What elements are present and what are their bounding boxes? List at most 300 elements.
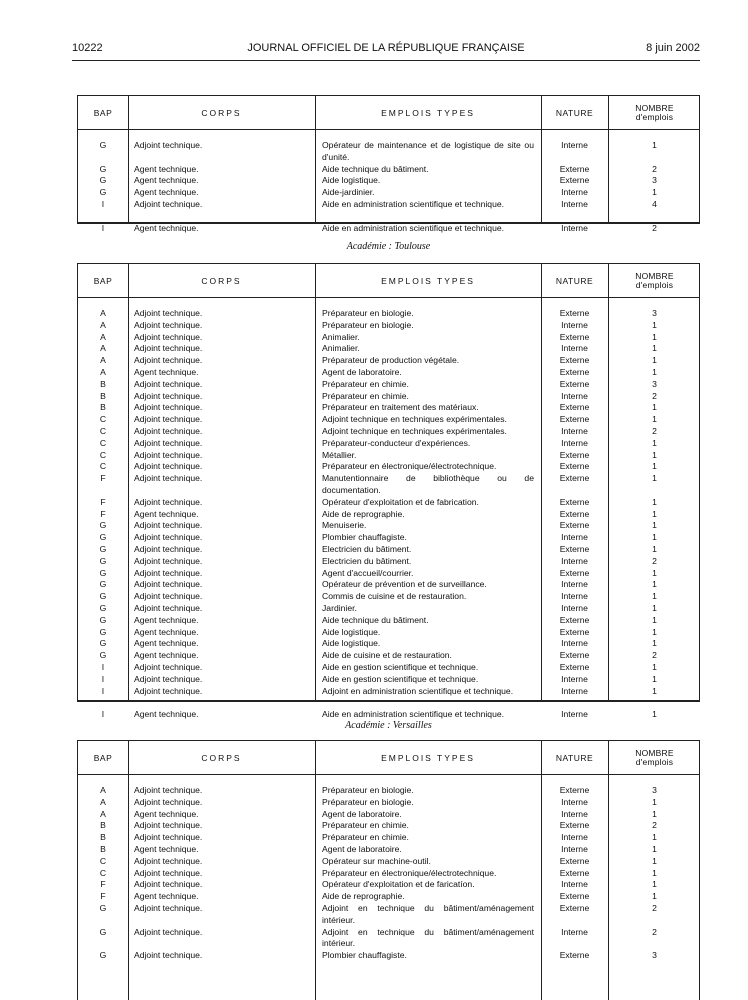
emploi-type-cell: Préparateur en biologie. [322, 796, 414, 807]
nombre-cell: 1 [652, 437, 657, 448]
emploi-type-cell: Métallier. [322, 449, 357, 460]
table-row [78, 379, 699, 391]
bap-cell: G [99, 520, 107, 531]
bap-cell: F [100, 879, 106, 890]
nombre-cell: 1 [652, 520, 657, 531]
nombre-cell: 1 [652, 319, 657, 330]
emploi-type-cell: Aide en gestion scientifique et technique. [322, 661, 479, 672]
table-row [78, 544, 699, 556]
corps-cell: Adjoint technique. [134, 414, 203, 425]
corps-cell: Adjoint technique. [134, 437, 203, 448]
table-row [78, 391, 699, 403]
bap-cell: G [99, 555, 107, 566]
nombre-cell: 1 [652, 473, 657, 484]
emploi-type-cell: Aide logistique. [322, 175, 381, 186]
corps-cell: Adjoint technique. [134, 785, 203, 795]
bap-cell: G [99, 187, 107, 198]
corps-cell: Adjoint technique. [134, 496, 203, 507]
corps-cell: Agent technique. [134, 891, 199, 902]
table-row [78, 856, 699, 868]
table-row [78, 556, 699, 568]
nature-cell: Externe [559, 661, 590, 672]
emploi-type-cell: Opérateur d'exploitation et de fabrication. [322, 496, 479, 507]
nature-cell: Externe [559, 614, 590, 625]
header-nombre: NOMBRE d'emplois [635, 270, 674, 290]
emploi-type-cell: Opérateur d'exploitation et de faricatíon. [322, 879, 475, 890]
table-row [78, 603, 699, 615]
emploi-type-cell: Préparateur en biologie. [322, 785, 414, 795]
journal-title: JOURNAL OFFICIEL DE LA RÉPUBLIQUE FRANÇAISE [247, 42, 525, 54]
corps-cell: Adjoint technique. [134, 855, 203, 866]
nature-cell: Externe [559, 175, 590, 186]
emploi-type-cell: Manutentionnaire de bibliothèque ou de documentation. [322, 473, 534, 495]
emploi-type-cell: Aide en administration scientifique et technique. [322, 222, 505, 233]
emploi-type-cell: Préparateur en chimie. [322, 832, 409, 843]
corps-cell: Adjoint technique. [134, 685, 203, 696]
corps-cell: Adjoint technique. [134, 343, 203, 354]
header-corps: CORPS [201, 752, 242, 763]
page-number: 10222 [72, 42, 103, 54]
nombre-cell: 1 [652, 567, 657, 578]
table-row [78, 509, 699, 521]
nature-cell: Interne [561, 796, 588, 807]
bap-cell: G [99, 614, 107, 625]
bap-cell: G [99, 650, 107, 661]
nature-cell: Externe [559, 473, 590, 484]
nombre-cell: 1 [652, 614, 657, 625]
table-body [78, 140, 699, 246]
emploi-type-cell: Aide technique du bâtiment. [322, 614, 429, 625]
corps-cell: Adjoint technique. [134, 796, 203, 807]
corps-cell: Agent technique. [134, 650, 199, 661]
nature-cell: Externe [559, 902, 590, 913]
corps-cell: Adjoint technique. [134, 926, 203, 937]
bap-cell: A [100, 808, 106, 819]
emploi-type-cell: Aide en gestion scientifique et technique. [322, 673, 479, 684]
bap-cell: A [100, 308, 106, 318]
header-corps: CORPS [201, 275, 242, 286]
corps-cell: Adjoint technique. [134, 390, 203, 401]
employment-table-versailles [77, 740, 700, 1000]
table-row [78, 473, 699, 497]
nature-cell: Interne [561, 926, 588, 937]
table-header [78, 264, 699, 298]
nombre-cell: 4 [652, 198, 657, 209]
emploi-type-cell: Aide en administration scientifique et technique. [322, 709, 505, 720]
corps-cell: Adjoint technique. [134, 673, 203, 684]
bap-cell: G [99, 163, 107, 174]
table-row [78, 355, 699, 367]
header-nature: NATURE [555, 752, 594, 763]
bap-cell: C [99, 461, 107, 472]
corps-cell: Adjoint technique. [134, 579, 203, 590]
corps-cell: Adjoint technique. [134, 473, 203, 484]
corps-cell: Agent technique. [134, 808, 199, 819]
bap-cell: C [99, 414, 107, 425]
corps-cell: Adjoint technique. [134, 425, 203, 436]
nature-cell: Externe [559, 950, 590, 961]
nombre-cell: 1 [652, 532, 657, 543]
table-row [78, 662, 699, 674]
table-row [78, 414, 699, 426]
bap-cell: G [99, 532, 107, 543]
bap-cell: A [100, 355, 106, 366]
corps-cell: Adjoint technique. [134, 308, 203, 318]
table-row [78, 497, 699, 509]
nature-cell: Externe [559, 820, 590, 831]
table-row [78, 686, 699, 710]
nature-cell: Interne [561, 638, 588, 649]
emploi-type-cell: Opérateur de maintenance et de logistique de site ou d'unité. [322, 140, 534, 162]
corps-cell: Adjoint technique. [134, 820, 203, 831]
emploi-type-cell: Préparateur en biologie. [322, 319, 414, 330]
bap-cell: B [100, 378, 106, 389]
nature-cell: Externe [559, 461, 590, 472]
nombre-cell: 1 [652, 832, 657, 843]
nature-cell: Interne [561, 591, 588, 602]
nombre-cell: 3 [652, 378, 657, 389]
table-row [78, 343, 699, 355]
emploi-type-cell: Adjoint en administration scientifique et technique. [322, 685, 514, 696]
table-row [78, 187, 699, 199]
bap-cell: I [101, 198, 105, 209]
bap-cell: C [99, 867, 107, 878]
nature-cell: Interne [561, 187, 588, 198]
emploi-type-cell: Electricien du bâtiment. [322, 555, 412, 566]
table-row [78, 367, 699, 379]
emploi-type-cell: Plombier chauffagiste. [322, 532, 407, 543]
nombre-cell: 1 [652, 843, 657, 854]
corps-cell: Adjoint technique. [134, 602, 203, 613]
nombre-cell: 2 [652, 926, 657, 937]
nature-cell: Interne [561, 140, 588, 150]
nature-cell: Externe [559, 402, 590, 413]
corps-cell: Agent technique. [134, 175, 199, 186]
nature-cell: Interne [561, 709, 588, 720]
nature-cell: Interne [561, 555, 588, 566]
emploi-type-cell: Adjoint technique en techniques expérimentales. [322, 414, 507, 425]
nature-cell: Interne [561, 319, 588, 330]
nombre-cell: 2 [652, 425, 657, 436]
header-nature: NATURE [555, 107, 594, 118]
header-emplois-types: EMPLOIS TYPES [381, 107, 475, 118]
table-row [78, 868, 699, 880]
bap-cell: G [99, 926, 107, 937]
nombre-cell: 1 [652, 543, 657, 554]
bap-cell: B [100, 843, 106, 854]
header-nature: NATURE [555, 275, 594, 286]
nature-cell: Externe [559, 331, 590, 342]
nature-cell: Externe [559, 378, 590, 389]
emploi-type-cell: Préparateur en électronique/électrotechnique. [322, 867, 497, 878]
emploi-type-cell: Préparateur en chimie. [322, 378, 409, 389]
table-row [78, 891, 699, 903]
nombre-cell: 1 [652, 331, 657, 342]
emploi-type-cell: Aide de cuisine et de restauration. [322, 650, 452, 661]
nombre-cell: 1 [652, 461, 657, 472]
nature-cell: Interne [561, 437, 588, 448]
section-title-versailles: Académie : Versailles [345, 720, 432, 731]
nature-cell: Externe [559, 626, 590, 637]
emploi-type-cell: Préparateur en chimie. [322, 820, 409, 831]
bap-cell: F [100, 891, 106, 902]
bap-cell: F [100, 473, 106, 484]
emploi-type-cell: Aide technique du bâtiment. [322, 163, 429, 174]
table-row [78, 797, 699, 809]
table-row [78, 520, 699, 532]
bap-cell: C [99, 449, 107, 460]
corps-cell: Adjoint technique. [134, 331, 203, 342]
bap-cell: B [100, 832, 106, 843]
table-row [78, 903, 699, 927]
corps-cell: Adjoint technique. [134, 461, 203, 472]
nature-cell: Externe [559, 891, 590, 902]
nature-cell: Interne [561, 343, 588, 354]
table-row [78, 438, 699, 450]
header-bap: BAP [93, 275, 113, 286]
header-nombre: NOMBRE d'emplois [635, 747, 674, 767]
bap-cell: C [99, 437, 107, 448]
nature-cell: Interne [561, 808, 588, 819]
emploi-type-cell: Préparateur de production végétale. [322, 355, 460, 366]
nombre-cell: 1 [652, 140, 657, 150]
emploi-type-cell: Commis de cuisine et de restauration. [322, 591, 467, 602]
bap-cell: A [100, 785, 106, 795]
nombre-cell: 1 [652, 449, 657, 460]
nombre-cell: 3 [652, 785, 657, 795]
emploi-type-cell: Agent de laboratoire. [322, 843, 402, 854]
table-row [78, 809, 699, 821]
corps-cell: Adjoint technique. [134, 378, 203, 389]
corps-cell: Agent technique. [134, 626, 199, 637]
emploi-type-cell: Aide logistique. [322, 638, 381, 649]
corps-cell: Adjoint technique. [134, 591, 203, 602]
corps-cell: Adjoint technique. [134, 532, 203, 543]
header-rule [72, 60, 700, 61]
nombre-cell: 1 [652, 414, 657, 425]
nature-cell: Interne [561, 832, 588, 843]
table-header [78, 741, 699, 775]
nature-cell: Externe [559, 520, 590, 531]
nombre-cell: 1 [652, 638, 657, 649]
nature-cell: Externe [559, 508, 590, 519]
publication-date: 8 juin 2002 [646, 42, 700, 54]
table-row [78, 844, 699, 856]
table-row [78, 820, 699, 832]
table-row [78, 927, 699, 951]
corps-cell: Agent technique. [134, 614, 199, 625]
nature-cell: Externe [559, 449, 590, 460]
bap-cell: G [99, 638, 107, 649]
bap-cell: B [100, 820, 106, 831]
nature-cell: Externe [559, 567, 590, 578]
emploi-type-cell: Adjoint technique en techniques expérimentales. [322, 425, 507, 436]
bap-cell: G [99, 579, 107, 590]
table-body [78, 308, 699, 733]
nombre-cell: 1 [652, 891, 657, 902]
corps-cell: Adjoint technique. [134, 355, 203, 366]
bap-cell: I [101, 673, 105, 684]
nombre-cell: 1 [652, 402, 657, 413]
nature-cell: Externe [559, 785, 590, 795]
nombre-cell: 1 [652, 579, 657, 590]
bap-cell: A [100, 331, 106, 342]
bap-cell: B [100, 390, 106, 401]
emploi-type-cell: Electricien du bâtiment. [322, 543, 412, 554]
nombre-cell: 1 [652, 709, 657, 720]
nombre-cell: 1 [652, 496, 657, 507]
bap-cell: G [99, 140, 107, 150]
emploi-type-cell: Agent d'accueil/courrier. [322, 567, 414, 578]
nombre-cell: 2 [652, 222, 657, 233]
emploi-type-cell: Aide-jardinier. [322, 187, 375, 198]
corps-cell: Agent technique. [134, 638, 199, 649]
bap-cell: G [99, 567, 107, 578]
nombre-cell: 1 [652, 343, 657, 354]
corps-cell: Adjoint technique. [134, 555, 203, 566]
emploi-type-cell: Aide de reprographie. [322, 891, 405, 902]
corps-cell: Adjoint technique. [134, 902, 203, 913]
bap-cell: I [101, 709, 105, 720]
table-row [78, 568, 699, 580]
table-row [78, 332, 699, 344]
nature-cell: Interne [561, 425, 588, 436]
corps-cell: Adjoint technique. [134, 198, 203, 209]
bap-cell: G [99, 902, 107, 913]
nature-cell: Externe [559, 496, 590, 507]
header-nombre: NOMBRE d'emplois [635, 102, 674, 122]
nature-cell: Interne [561, 685, 588, 696]
table-row [78, 638, 699, 650]
header-emplois-types: EMPLOIS TYPES [381, 752, 475, 763]
nombre-cell: 1 [652, 187, 657, 198]
nombre-cell: 2 [652, 650, 657, 661]
nombre-cell: 1 [652, 673, 657, 684]
nature-cell: Interne [561, 198, 588, 209]
table-row [78, 450, 699, 462]
corps-cell: Agent technique. [134, 222, 199, 233]
emploi-type-cell: Opérateur sur machine-outil. [322, 855, 431, 866]
emploi-type-cell: Adjoint en technique du bâtiment/aménagement intérieur. [322, 926, 534, 949]
nature-cell: Interne [561, 532, 588, 543]
nombre-cell: 1 [652, 685, 657, 696]
corps-cell: Adjoint technique. [134, 661, 203, 672]
nature-cell: Externe [559, 355, 590, 366]
nombre-cell: 1 [652, 796, 657, 807]
emploi-type-cell: Préparateur en traitement des matériaux. [322, 402, 479, 413]
emploi-type-cell: Plombier chauffagiste. [322, 950, 407, 961]
emploi-type-cell: Préparateur en biologie. [322, 308, 414, 318]
bap-cell: G [99, 626, 107, 637]
nature-cell: Interne [561, 602, 588, 613]
header-corps: CORPS [201, 107, 242, 118]
nature-cell: Interne [561, 843, 588, 854]
nombre-cell: 2 [652, 902, 657, 913]
employment-table-continued [77, 95, 700, 233]
nombre-cell: 1 [652, 591, 657, 602]
emploi-type-cell: Animalier. [322, 343, 360, 354]
table-row [78, 591, 699, 603]
nombre-cell: 2 [652, 390, 657, 401]
bap-cell: G [99, 950, 107, 961]
bap-cell: G [99, 591, 107, 602]
bap-cell: C [99, 855, 107, 866]
emploi-type-cell: Préparateur en électronique/électrotechnique. [322, 461, 497, 472]
nombre-cell: 2 [652, 555, 657, 566]
nature-cell: Interne [561, 879, 588, 890]
bap-cell: I [101, 222, 105, 233]
table-row [78, 175, 699, 187]
corps-cell: Adjoint technique. [134, 140, 203, 150]
nature-cell: Interne [561, 579, 588, 590]
nature-cell: Externe [559, 855, 590, 866]
table-row [78, 199, 699, 223]
emploi-type-cell: Préparateur-conducteur d'expériences. [322, 437, 471, 448]
bap-cell: C [99, 425, 107, 436]
nature-cell: Interne [561, 673, 588, 684]
bap-cell: G [99, 175, 107, 186]
emploi-type-cell: Agent de laboratoire. [322, 366, 402, 377]
emploi-type-cell: Adjoint en technique du bâtiment/aménagement intérieur. [322, 902, 534, 925]
nombre-cell: 3 [652, 308, 657, 318]
table-row [78, 461, 699, 473]
bap-cell: A [100, 319, 106, 330]
emploi-type-cell: Agent de laboratoire. [322, 808, 402, 819]
table-row [78, 650, 699, 662]
table-row [78, 140, 699, 164]
nombre-cell: 3 [652, 950, 657, 961]
nombre-cell: 1 [652, 508, 657, 519]
nombre-cell: 1 [652, 661, 657, 672]
table-row [78, 320, 699, 332]
corps-cell: Adjoint technique. [134, 520, 203, 531]
table-row [78, 532, 699, 544]
header-emplois-types: EMPLOIS TYPES [381, 275, 475, 286]
corps-cell: Agent technique. [134, 187, 199, 198]
nombre-cell: 2 [652, 820, 657, 831]
emploi-type-cell: Jardinier. [322, 602, 357, 613]
corps-cell: Adjoint technique. [134, 867, 203, 878]
corps-cell: Adjoint technique. [134, 402, 203, 413]
nature-cell: Externe [559, 650, 590, 661]
nombre-cell: 1 [652, 366, 657, 377]
nombre-cell: 1 [652, 867, 657, 878]
nature-cell: Interne [561, 222, 588, 233]
emploi-type-cell: Animalier. [322, 331, 360, 342]
emploi-type-cell: Menuiserie. [322, 520, 367, 531]
table-row [78, 674, 699, 686]
corps-cell: Agent technique. [134, 508, 199, 519]
table-row [78, 832, 699, 844]
nombre-cell: 1 [652, 626, 657, 637]
corps-cell: Adjoint technique. [134, 319, 203, 330]
emploi-type-cell: Aide logistique. [322, 626, 381, 637]
table-row [78, 950, 699, 962]
nombre-cell: 1 [652, 808, 657, 819]
bap-cell: A [100, 796, 106, 807]
nature-cell: Externe [559, 163, 590, 174]
table-row [78, 627, 699, 639]
bap-cell: G [99, 543, 107, 554]
bap-cell: F [100, 496, 106, 507]
nombre-cell: 1 [652, 879, 657, 890]
corps-cell: Adjoint technique. [134, 543, 203, 554]
bap-cell: I [101, 661, 105, 672]
table-header [78, 96, 699, 130]
table-row [78, 308, 699, 320]
table-row [78, 426, 699, 438]
nombre-cell: 3 [652, 175, 657, 186]
